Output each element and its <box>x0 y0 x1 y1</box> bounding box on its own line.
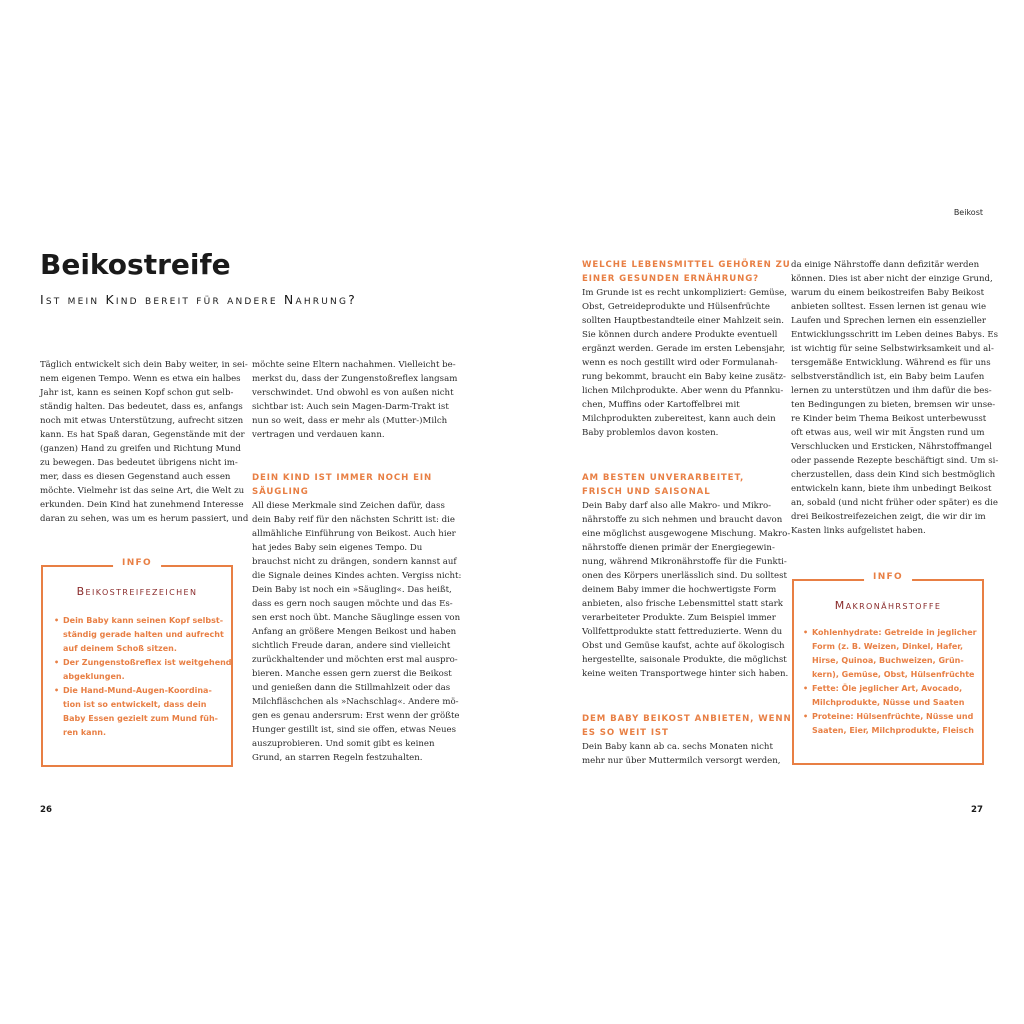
info-label: INFO <box>113 558 161 568</box>
text-line: EINER GESUNDEN ERNÄHRUNG? <box>582 274 760 284</box>
text-line: Verschlucken und Ersticken, Nährstoffmangel <box>791 442 992 452</box>
info-box-title: Makronährstoffe <box>834 599 942 612</box>
text-line: FRISCH UND SAISONAL <box>582 487 711 497</box>
text-line: da einige Nährstoffe dann defizitär werden <box>791 260 980 270</box>
text-line: selbstverständlich ist, ein Baby beim Laufen <box>791 372 985 382</box>
bullet-line: • Die Hand-Mund-Augen-Koordina- <box>54 684 232 698</box>
text-line: ist wichtig für seine Selbstwirksamkeit und al- <box>791 344 994 354</box>
text-line: deinem Baby immer die hochwertigste Form <box>582 585 777 595</box>
text-line: wenn es noch gestillt wird oder Formulanah- <box>582 358 778 368</box>
text-line: hat jedes Baby sein eigenes Tempo. Du <box>252 543 423 553</box>
text-line: sichtbar ist: Auch sein Magen-Darm-Trakt ist <box>252 402 449 412</box>
bullet-line: Hirse, Quinoa, Buchweizen, Grün- <box>812 656 964 665</box>
text-line: oder passende Rezepte beschäftigt sind. Um si- <box>791 456 999 466</box>
text-line: mer, dass es diesen Gegenstand auch essen <box>40 472 231 482</box>
text-line: möchte. Vielmehr ist das seine Art, die Welt zu <box>40 486 245 496</box>
text-line: Milchfläschchen als »Nachschlag«. Andere mö- <box>252 697 459 707</box>
text-line: hergestellte, saisonale Produkte, die möglichst <box>582 655 787 665</box>
text-line: re Kinder beim Thema Beikost unterbewusst <box>791 414 987 424</box>
column-2-text-body <box>252 499 461 765</box>
text-line: Dein Baby kann ab ca. sechs Monaten nicht <box>582 742 773 752</box>
text-line: ES SO WEIT IST <box>582 728 669 738</box>
text-line: möchte seine Eltern nachahmen. Vielleicht be- <box>252 360 456 370</box>
text-line: AM BESTEN UNVERARBEITET, <box>582 473 745 483</box>
bullet-line: kern), Gemüse, Obst, Hülsenfrüchte <box>812 670 975 679</box>
text-line: SÄUGLING <box>252 487 309 497</box>
column-4-text <box>791 258 998 538</box>
info-box-title: Beikostreifezeichen <box>76 585 198 598</box>
text-line: DEIN KIND IST IMMER NOCH EIN <box>252 473 433 483</box>
bullet-line: • Dein Baby kann seinen Kopf selbst- <box>54 614 232 628</box>
text-line: Obst, Getreideprodukte und Hülsenfrüchte <box>582 302 770 312</box>
text-line: kann. Es hat Spaß daran, Gegenstände mit der <box>40 430 245 440</box>
bullet-line: Saaten, Eier, Milchprodukte, Fleisch <box>812 726 974 735</box>
text-line: ten Bedingungen zu bieten, bremsen wir unse- <box>791 400 996 410</box>
text-line: (ganzen) Hand zu greifen und Richtung Mund <box>40 444 241 454</box>
text-line: Baby problemlos davon kosten. <box>582 428 719 438</box>
text-line: keine weiten Transportwege hinter sich haben. <box>582 669 789 679</box>
info-bullet-list <box>803 626 977 738</box>
info-box-makronaehrstoffe <box>792 572 984 765</box>
text-line: sollten Hauptbestandteile einer Mahlzeit sein. <box>582 316 785 326</box>
text-line: ständig halten. Das bedeutet, dass es, anfangs <box>40 402 243 412</box>
text-line: rung bekommt, braucht ein Baby keine zusätz- <box>582 372 786 382</box>
text-line: merkst du, dass der Zungenstoßreflex langsam <box>252 374 458 384</box>
text-line: Im Grunde ist es recht unkompliziert: Gemüse, <box>582 288 787 298</box>
text-line: zurückhaltender und möchten erst mal auspro- <box>252 655 458 665</box>
column-3-text-c <box>582 740 780 768</box>
text-line: nährstoffe dienen primär der Energiegewin- <box>582 543 775 553</box>
text-line: Täglich entwickelt sich dein Baby weiter, in sei- <box>40 360 248 370</box>
text-line: nem eigenen Tempo. Wenn es etwa ein halbes <box>40 374 241 384</box>
text-line: verarbeiteter Produkte. Zum Beispiel immer <box>582 613 776 623</box>
page-title: Beikostreife <box>40 248 231 281</box>
bullet-line: • Fette: Öle jeglicher Art, Avocado, <box>803 682 977 696</box>
text-line: Hunger gestillt ist, sind sie offen, etwas Neues <box>252 725 457 735</box>
text-line: lernen zu unterstützen und ihm dafür die bes- <box>791 386 992 396</box>
text-line: anbieten, also frische Lebensmittel statt stark <box>582 599 783 609</box>
column-3-text-a <box>582 286 787 440</box>
bullet-item <box>54 684 232 740</box>
text-line: verschwindet. Und obwohl es von außen nicht <box>252 388 454 398</box>
text-line: onen des Körpers unerlässlich sind. Du solltest <box>582 571 787 581</box>
info-bullet-list <box>54 614 232 740</box>
text-line: zu bewegen. Das bedeutet übrigens nicht im- <box>40 458 238 468</box>
section-heading-saeugling <box>252 471 432 499</box>
text-line: daran zu sehen, was um es herum passiert, und <box>40 514 249 524</box>
text-line: drei Beikostreifezeichen zeigt, die wir dir im <box>791 512 986 522</box>
text-line: eine möglichst ausgewogene Mischung. Makro- <box>582 529 791 539</box>
info-box-beikostreifezeichen <box>41 558 233 767</box>
text-line: können. Dies ist aber nicht der einzige Grund, <box>791 274 993 284</box>
text-line: Obst und Gemüse kaufst, achte auf ökologisch <box>582 641 785 651</box>
text-line: sen erst noch übt. Manche Säuglinge essen von <box>252 613 461 623</box>
text-line: tersgemäße Entwicklung. Während es für uns <box>791 358 991 368</box>
text-line: Sie können durch andere Produkte eventuell <box>582 330 778 340</box>
section-heading-beikost-anbieten <box>582 712 792 740</box>
section-heading-lebensmittel <box>582 258 791 286</box>
bullet-line: • Proteine: Hülsenfrüchte, Nüsse und <box>803 710 977 724</box>
text-line: nährstoffe zu sich nehmen und braucht davon <box>582 515 783 525</box>
text-line: Dein Baby darf also alle Makro- und Mikro- <box>582 501 772 511</box>
page-number-right: 27 <box>971 805 983 815</box>
text-line: nung, während Mikronährstoffe für die Funkti- <box>582 557 787 567</box>
text-line: bieren. Manche essen gern zuerst die Beikost <box>252 669 452 679</box>
text-line: dass es gern noch saugen möchte und das Es- <box>252 599 453 609</box>
text-line: Entwicklungsschritt im Leben deines Babys. Es <box>791 330 999 340</box>
bullet-item <box>54 614 232 656</box>
text-line: Dein Baby ist noch ein »Säugling«. Das heißt, <box>252 585 452 595</box>
text-line: cherzustellen, dass dein Kind sich bestmöglich <box>791 470 996 480</box>
text-line: sichtlich Freude daran, andere sind vielleicht <box>252 641 451 651</box>
bullet-item <box>803 682 977 710</box>
text-line: WELCHE LEBENSMITTEL GEHÖREN ZU <box>582 260 791 270</box>
bullet-line: ständig gerade halten und aufrecht <box>63 630 224 639</box>
text-line: allmähliche Einführung von Beikost. Auch hier <box>252 529 456 539</box>
text-line: Milchprodukten zubereitest, kann auch dein <box>582 414 776 424</box>
text-line: chen, Muffins oder Kartoffelbrei mit <box>582 400 740 410</box>
text-line: Grund, an starren Regeln festzuhalten. <box>252 753 423 763</box>
bullet-line: auf deinem Schoß sitzen. <box>63 644 177 653</box>
text-line: vertragen und verdauen kann. <box>252 430 385 440</box>
bullet-line: • Der Zungenstoßreflex ist weitgehend <box>54 656 232 670</box>
text-line: DEM BABY BEIKOST ANBIETEN, WENN <box>582 714 792 724</box>
text-line: entwickeln kann, biete ihm unbedingt Beikost <box>791 484 992 494</box>
bullet-line: Baby Essen gezielt zum Mund füh- <box>63 714 218 723</box>
text-line: an, sobald (und nicht früher oder später) es die <box>791 498 998 508</box>
running-head: Beikost <box>953 208 983 217</box>
text-line: noch mit etwas Unterstützung, aufrecht sitzen <box>40 416 244 426</box>
bullet-line: Milchprodukte, Nüsse und Saaten <box>812 698 965 707</box>
bullet-item <box>54 656 232 684</box>
info-label: INFO <box>864 572 912 582</box>
text-line: oft etwas aus, weil wir mit Ängsten rund um <box>791 428 985 438</box>
text-line: Vollfettprodukte statt fettreduzierte. Wenn du <box>582 627 783 637</box>
text-line: lichen Milchprodukte. Aber wenn du Pfannku- <box>582 386 784 396</box>
text-line: warum du einem beikostreifen Baby Beikost <box>791 288 985 298</box>
text-line: ergänzt werden. Gerade im ersten Lebensjahr, <box>582 344 786 354</box>
text-line: gen es genau andersrum: Erst wenn der größte <box>252 711 460 721</box>
text-line: Jahr ist, kann es seinen Kopf schon gut selb- <box>40 388 234 398</box>
text-line: mehr nur über Muttermilch versorgt werden, <box>582 756 781 766</box>
text-line: auszuprobieren. Und somit gibt es keinen <box>252 739 435 749</box>
column-2-text-top <box>252 358 457 442</box>
text-line: Kasten links aufgelistet haben. <box>791 526 926 536</box>
text-line: die Signale deines Kindes achten. Vergiss nicht: <box>252 571 462 581</box>
page-subtitle: Ist mein Kind bereit für andere Nahrung? <box>40 292 357 307</box>
text-line: All diese Merkmale sind Zeichen dafür, dass <box>252 501 445 511</box>
bullet-line: tion ist so entwickelt, dass dein <box>63 700 207 709</box>
text-line: anbieten solltest. Essen lernen ist genau wie <box>791 302 987 312</box>
bullet-line: • Kohlenhydrate: Getreide in jeglicher <box>803 626 977 640</box>
section-heading-unverarbeitet <box>582 471 744 499</box>
text-line: Anfang an größere Mengen Beikost und haben <box>252 627 457 637</box>
bullet-line: ren kann. <box>63 728 106 737</box>
bullet-line: Form (z. B. Weizen, Dinkel, Hafer, <box>812 642 964 651</box>
page-number-left: 26 <box>40 805 52 815</box>
text-line: erkunden. Dein Kind hat zunehmend Interesse <box>40 500 244 510</box>
text-line: Laufen und Sprechen lernen ein essenzieller <box>791 316 986 326</box>
bullet-item <box>803 710 977 738</box>
text-line: brauchst nicht zu drängen, sondern kannst auf <box>252 557 457 567</box>
column-1-text <box>40 358 248 526</box>
bullet-item <box>803 626 977 682</box>
column-3-text-b <box>582 499 790 681</box>
text-line: nun so weit, dass er mehr als (Mutter-)Milch <box>252 416 448 426</box>
bullet-line: abgeklungen. <box>63 672 125 681</box>
text-line: und genießen dann die Stillmahlzeit oder das <box>252 683 451 693</box>
text-line: dein Baby reif für den nächsten Schritt ist: die <box>252 515 455 525</box>
